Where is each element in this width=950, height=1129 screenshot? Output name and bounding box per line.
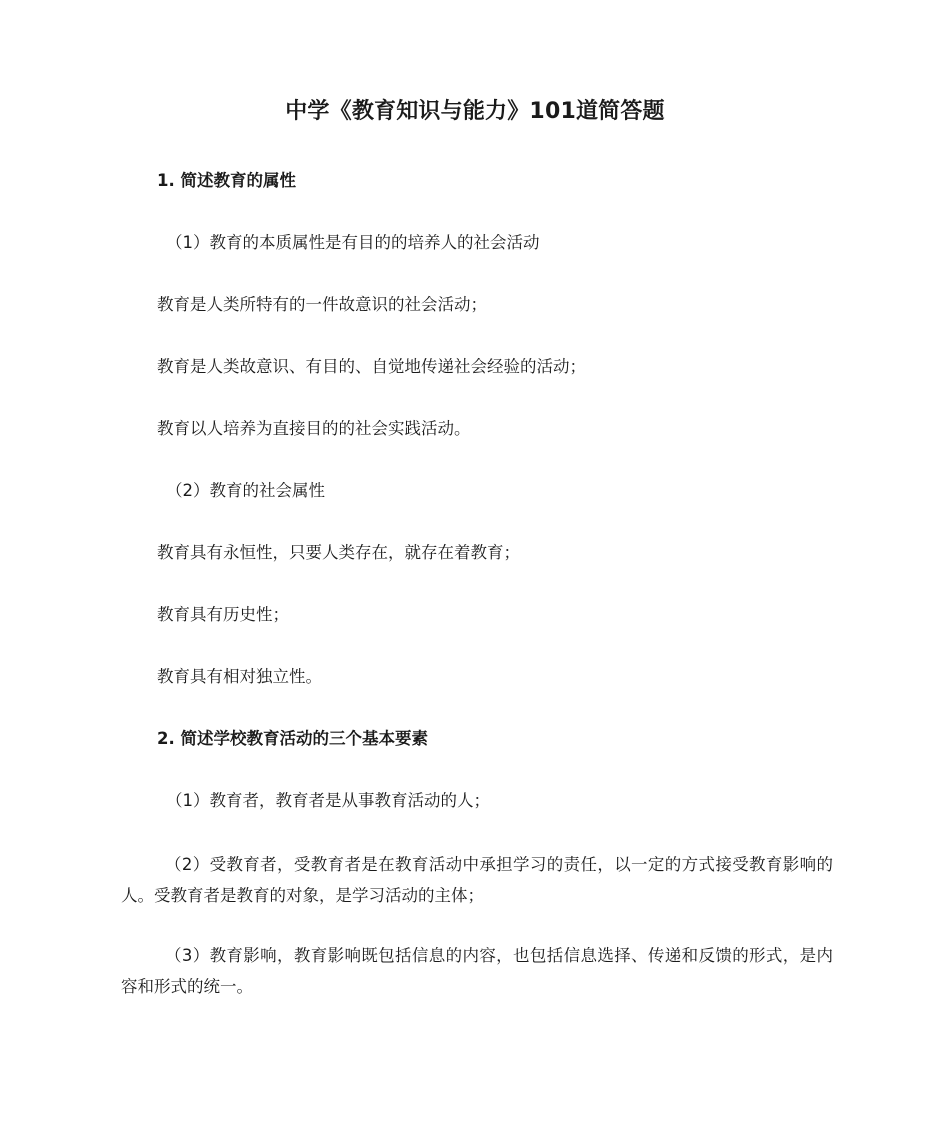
- section-heading-1: 1. 简述教育的属性: [157, 171, 296, 190]
- section-heading-2: 2. 简述学校教育活动的三个基本要素: [157, 729, 428, 748]
- list-item-educational-influence: （3）教育影响，教育影响既包括信息的内容，也包括信息选择、传递和反馈的形式，是内容和形式的统一。: [121, 946, 833, 996]
- paragraph-line: 教育具有相对独立性。: [157, 667, 322, 686]
- subsection-1-1: （1）教育的本质属性是有目的的培养人的社会活动: [166, 233, 540, 252]
- list-item-educator: （1）教育者，教育者是从事教育活动的人；: [166, 791, 490, 810]
- subsection-1-2: （2）教育的社会属性: [166, 481, 325, 500]
- document-title: 中学《教育知识与能力》101道简答题: [285, 99, 665, 124]
- paragraph-line: 教育是人类所特有的一件故意识的社会活动；: [157, 295, 487, 314]
- paragraph-line: 教育具有永恒性，只要人类存在，就存在着教育；: [157, 543, 520, 562]
- paragraph-line: 教育以人培养为直接目的的社会实践活动。: [157, 419, 471, 438]
- paragraph-line: 教育具有历史性；: [157, 605, 289, 624]
- paragraph-line: 教育是人类故意识、有目的、自觉地传递社会经验的活动；: [157, 357, 586, 376]
- list-item-learner: （2）受教育者，受教育者是在教育活动中承担学习的责任，以一定的方式接受教育影响的人。受教育者是教育的对象，是学习活动的主体；: [121, 855, 833, 905]
